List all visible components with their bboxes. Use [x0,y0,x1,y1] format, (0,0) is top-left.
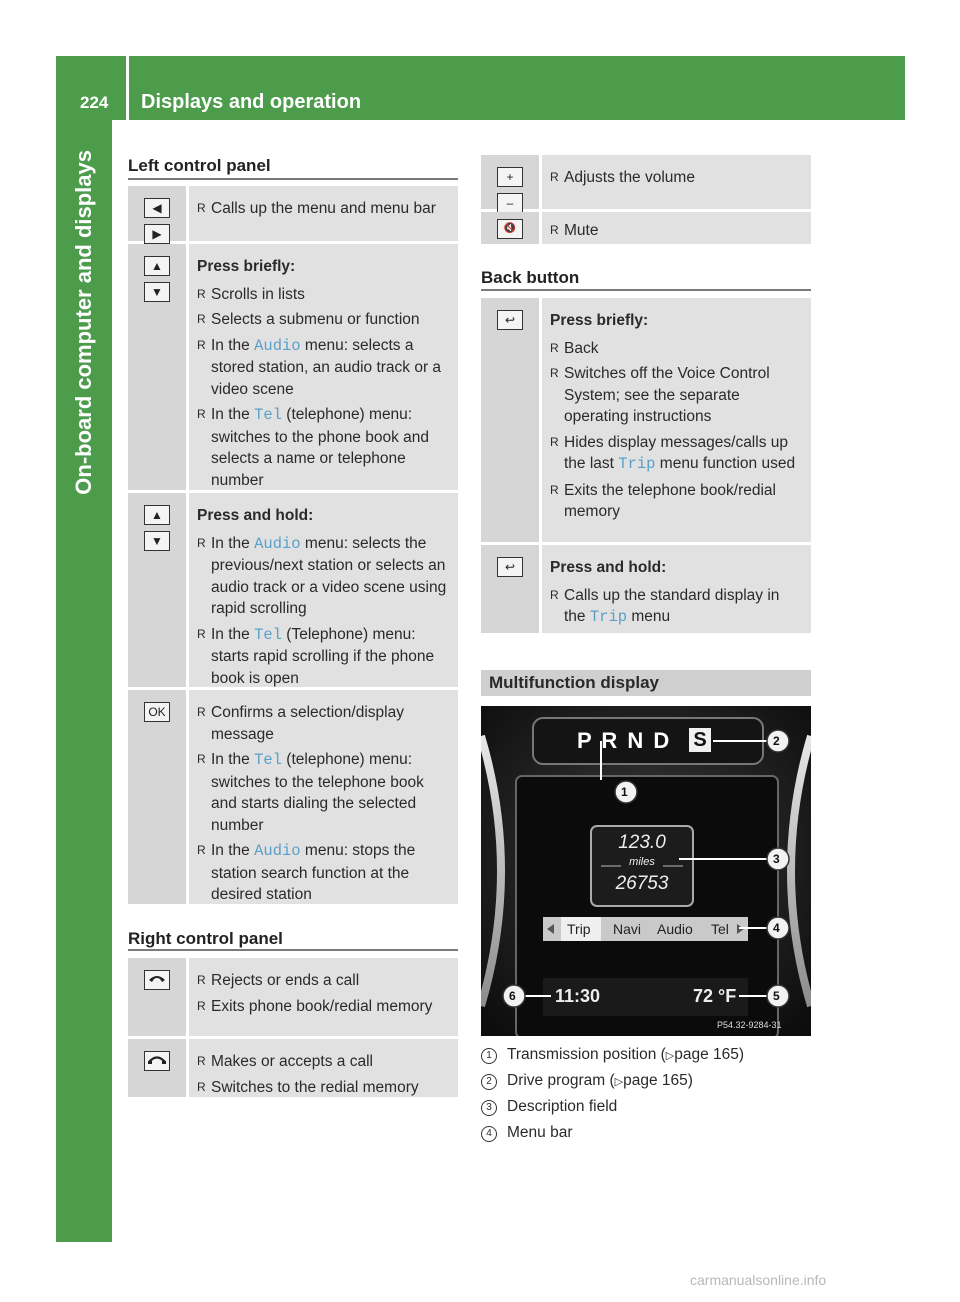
list-item: R Scrolls in lists [197,284,452,306]
section-rule [128,949,458,951]
callout-4: 4 [773,921,780,935]
list-item: R Exits the telephone book/redial memory [550,480,805,523]
legend-number: 2 [481,1074,497,1090]
callout-5: 5 [773,989,780,1003]
description-cell [189,186,458,234]
list-item: R Makes or accepts a call [197,1051,452,1073]
list-item [197,840,452,906]
section-rule [128,178,458,180]
text-fragment: Hides display messages/calls up the last [564,433,788,472]
list-item: R Confirms a selection/display message [197,702,452,745]
table-row [481,212,811,247]
key-cell [128,690,189,904]
hang-up-icon [147,971,167,985]
text-fragment: menu: selects a stored station, an audio track or a video scene [211,336,442,398]
list-item: R Calls up the menu and menu bar [197,198,452,220]
ok-key-icon: OK [144,702,170,722]
key-cell [481,212,542,244]
page-number: 224 [80,93,109,112]
text-fragment: In the [211,534,255,552]
section-band-multifunction-display [481,670,811,696]
legend-item [481,1124,572,1142]
outside-temperature: 72 °F [693,986,737,1006]
list-item: R Mute [550,220,805,242]
key-cell [128,186,189,241]
key-cell [481,298,542,542]
mute-key-icon: 🔇 [497,219,523,239]
key-cell [481,155,542,209]
table-row [481,298,811,545]
sidebar-label: On-board computer and displays [71,150,96,495]
menu-word-tel: Tel [254,751,282,769]
section-title-left-panel: Left control panel [128,156,271,175]
menu-word-trip: Trip [589,608,628,626]
table-row [128,186,458,244]
text-fragment: In the [211,406,255,423]
callout-2: 2 [773,734,780,748]
back-key-icon: ↩ [497,557,523,577]
volume-table [481,155,811,247]
section-title-back-button: Back button [481,268,580,287]
description-cell [189,493,458,703]
menu-word-audio: Audio [254,534,301,553]
callout-1: 1 [621,785,628,799]
chapter-title: Displays and operation [141,91,362,113]
volume-down-key-icon: – [497,193,523,213]
row-lead: Press briefly: [197,258,296,275]
section-title-right-panel: Right control panel [128,929,283,948]
list-item: R Switches to the redial memory [197,1077,452,1099]
text-fragment: menu [627,608,671,625]
row-lead: Press briefly: [550,312,649,329]
drive-program-indicator: S [689,728,711,752]
list-item [197,533,452,620]
legend-number: 4 [481,1126,497,1142]
table-row [128,690,458,907]
image-code: P54.32-9284-31 [717,1020,782,1030]
legend-text: Drive program ( [507,1072,615,1089]
list-item: R Selects a submenu or function [197,309,452,331]
key-cell [128,244,189,490]
legend-page-ref: page 165) [674,1046,745,1063]
menu-word-audio: Audio [254,842,301,860]
text-fragment: (telephone) menu: switches to the phone book and selects a name or telephone number [211,406,430,489]
list-item [550,432,805,476]
list-item [197,749,452,836]
list-item: R Exits phone book/redial memory [197,996,452,1018]
row-lead: Press and hold: [197,507,314,524]
description-cell [189,1039,458,1112]
value-unit: miles [629,856,655,868]
legend-item [481,1098,617,1116]
legend-number: 3 [481,1100,497,1116]
legend-page-ref: page 165) [623,1072,693,1089]
phone-icon [147,1052,167,1066]
description-cell [542,155,811,203]
key-cell [128,958,189,1036]
text-fragment: Calls up the standard display in the [564,586,780,625]
callout-6: 6 [509,989,516,1003]
legend-text: Menu bar [507,1124,573,1141]
text-fragment: In the [211,336,255,354]
value-2: 26753 [615,873,669,894]
instrument-cluster-illustration [481,706,811,1036]
menu-word-audio: Audio [254,336,301,355]
description-cell [189,690,458,920]
text-fragment: (Telephone) menu: starts rapid scrolling if the phone book is open [211,625,435,687]
header-divider [126,56,129,120]
callout-3: 3 [773,852,780,866]
key-cell [481,545,542,633]
page-ref-arrow-icon: ▷ [614,1076,624,1088]
hang-up-key-icon [144,970,170,990]
list-item: R Back [550,338,805,360]
text-fragment: (telephone) menu: switches to the telephone book and starts dialing the selected number [211,751,424,834]
legend-text: Description field [507,1098,618,1115]
text-fragment: In the [211,625,255,643]
up-arrow-key-icon: ▲ [144,505,170,525]
up-arrow-key-icon: ▲ [144,256,170,276]
text-fragment: menu: stops the station search function at the desired station [211,842,416,903]
legend-item [481,1072,693,1090]
left-panel-table [128,186,458,907]
table-row [128,493,458,690]
menu-item-tel: Tel [711,921,729,937]
text-fragment: menu: selects the previous/next station or selects an audio track or a video scene using rapid scrolling [211,534,447,617]
watermark-text: carmanualsonline.info [690,1272,827,1288]
right-arrow-key-icon: ▶ [144,224,170,244]
table-row [481,545,811,636]
menu-item-trip: Trip [567,921,591,937]
text-fragment: In the [211,751,255,768]
phone-key-icon [144,1051,170,1071]
list-item [550,585,805,629]
row-lead: Press and hold: [550,559,667,576]
table-row [128,244,458,493]
gear-indicator: P R N D [577,728,672,753]
page-ref-arrow-icon: ▷ [665,1050,675,1062]
volume-up-key-icon: + [497,167,523,187]
text-fragment: menu function used [655,455,796,472]
back-button-table [481,298,811,636]
description-cell [542,298,811,537]
value-1: 123.0 [618,832,666,853]
multifunction-display-photo [481,706,811,1036]
menu-word-tel: Tel [254,406,282,424]
section-rule [481,289,811,291]
description-cell [542,545,811,643]
description-cell [189,958,458,1031]
menu-item-navi: Navi [613,921,642,937]
right-panel-table [128,958,458,1100]
description-cell [542,212,811,256]
legend-text: Transmission position ( [507,1046,666,1063]
key-cell [128,1039,189,1097]
menu-word-tel: Tel [254,625,282,644]
legend-number: 1 [481,1048,497,1064]
section-title-multifunction-display: Multifunction display [489,673,659,692]
list-item: R Adjusts the volume [550,167,805,189]
list-item [197,624,452,690]
key-cell [128,493,189,687]
down-arrow-key-icon: ▼ [144,531,170,551]
text-fragment: In the [211,842,255,859]
description-cell [189,244,458,505]
menu-item-audio: Audio [657,921,693,937]
list-item: R Rejects or ends a call [197,970,452,992]
clock: 11:30 [555,986,601,1006]
list-item [197,404,452,491]
table-row [128,958,458,1039]
menu-word-trip: Trip [618,455,656,473]
table-row [128,1039,458,1100]
left-arrow-key-icon: ◀ [144,198,170,218]
list-item: R Switches off the Voice Control System; see the separate operating instructions [550,363,805,428]
down-arrow-key-icon: ▼ [144,282,170,302]
back-key-icon: ↩ [497,310,523,330]
table-row [481,155,811,212]
legend-item [481,1046,744,1064]
list-item [197,335,452,401]
